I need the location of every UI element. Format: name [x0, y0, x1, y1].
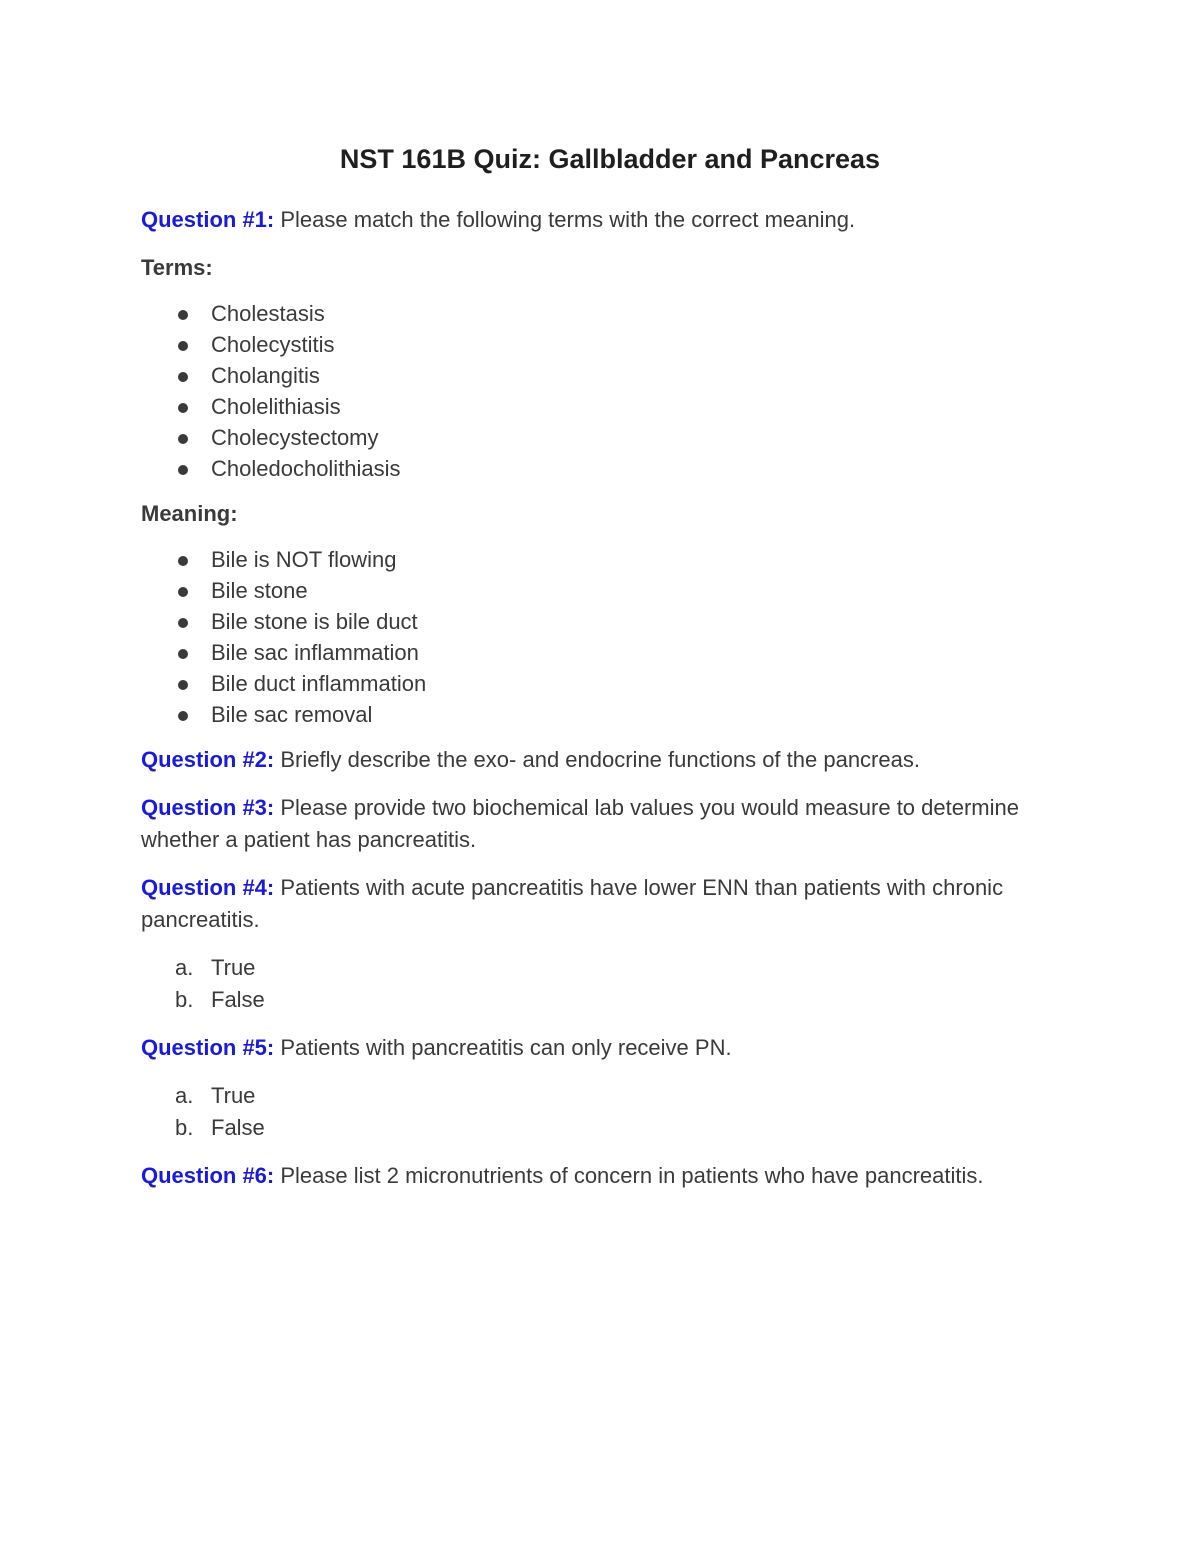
choice-text: False: [211, 1115, 265, 1140]
bullet-icon: [178, 711, 188, 721]
question-6-text: Please list 2 micronutrients of concern in patients who have pancreatitis.: [274, 1163, 984, 1188]
quiz-document: [141, 138, 1061, 1208]
term-text: Cholangitis: [211, 363, 320, 388]
choice-letter: b.: [175, 1115, 194, 1140]
meaning-text: Bile is NOT flowing: [211, 547, 397, 572]
bullet-icon: [178, 372, 188, 382]
question-5-text: Patients with pancreatitis can only receive PN.: [274, 1035, 732, 1060]
question-6: [141, 1160, 1061, 1192]
choice-item: [141, 1112, 1061, 1144]
meaning-item: [141, 699, 1061, 730]
bullet-icon: [178, 403, 188, 413]
question-2-label: Question #2:: [141, 747, 275, 772]
question-6-label: Question #6:: [141, 1163, 275, 1188]
bullet-icon: [178, 587, 188, 597]
meaning-item: [141, 575, 1061, 606]
question-5: [141, 1032, 1061, 1064]
choice-letter: a.: [175, 1083, 194, 1108]
question-1: [141, 204, 1061, 236]
choice-letter: a.: [175, 955, 194, 980]
bullet-icon: [178, 680, 188, 690]
bullet-icon: [178, 649, 188, 659]
document-title: NST 161B Quiz: Gallbladder and Pancreas: [339, 144, 881, 174]
question-2-text: Briefly describe the exo- and endocrine functions of the pancreas.: [274, 747, 920, 772]
terms-label: Terms:: [141, 255, 213, 280]
bullet-icon: [178, 434, 188, 444]
term-text: Cholecystectomy: [211, 425, 379, 450]
bullet-icon: [178, 556, 188, 566]
question-2: [141, 744, 1061, 776]
meaning-text: Bile stone is bile duct: [211, 609, 418, 634]
meaning-text: Bile stone: [211, 578, 308, 603]
question-1-label: Question #1:: [141, 207, 275, 232]
bullet-icon: [178, 618, 188, 628]
term-text: Cholestasis: [211, 301, 325, 326]
meaning-item: [141, 544, 1061, 575]
choice-item: [141, 984, 1061, 1016]
term-text: Choledocholithiasis: [211, 456, 401, 481]
term-text: Cholelithiasis: [211, 394, 341, 419]
term-item: [141, 298, 1061, 329]
meaning-text: Bile sac removal: [211, 702, 373, 727]
choice-item: [141, 1080, 1061, 1112]
choice-text: False: [211, 987, 265, 1012]
meaning-text: Bile duct inflammation: [211, 671, 427, 696]
terms-list: [141, 298, 1061, 484]
term-item: [141, 422, 1061, 453]
term-item: [141, 360, 1061, 391]
question-3-text: Please provide two biochemical lab values you would measure to determine whether a patient has pancreatitis.: [141, 795, 1019, 852]
choice-text: True: [211, 1083, 256, 1108]
meaning-text: Bile sac inflammation: [211, 640, 419, 665]
term-item: [141, 453, 1061, 484]
question-5-choices: [141, 1080, 1061, 1144]
meaning-label: Meaning:: [141, 501, 238, 526]
meaning-item: [141, 637, 1061, 668]
question-4-label: Question #4:: [141, 875, 275, 900]
choice-letter: b.: [175, 987, 194, 1012]
question-4-text: Patients with acute pancreatitis have lower ENN than patients with chronic pancreatitis.: [141, 875, 1004, 932]
question-3-label: Question #3:: [141, 795, 275, 820]
bullet-icon: [178, 465, 188, 475]
question-4: [141, 872, 1061, 936]
term-item: [141, 329, 1061, 360]
bullet-icon: [178, 341, 188, 351]
question-1-text: Please match the following terms with the correct meaning.: [274, 207, 856, 232]
bullet-icon: [178, 310, 188, 320]
meaning-item: [141, 606, 1061, 637]
question-3: [141, 792, 1061, 856]
question-5-label: Question #5:: [141, 1035, 275, 1060]
term-text: Cholecystitis: [211, 332, 335, 357]
term-item: [141, 391, 1061, 422]
question-4-choices: [141, 952, 1061, 1016]
choice-text: True: [211, 955, 256, 980]
meanings-list: [141, 544, 1061, 730]
choice-item: [141, 952, 1061, 984]
meaning-item: [141, 668, 1061, 699]
